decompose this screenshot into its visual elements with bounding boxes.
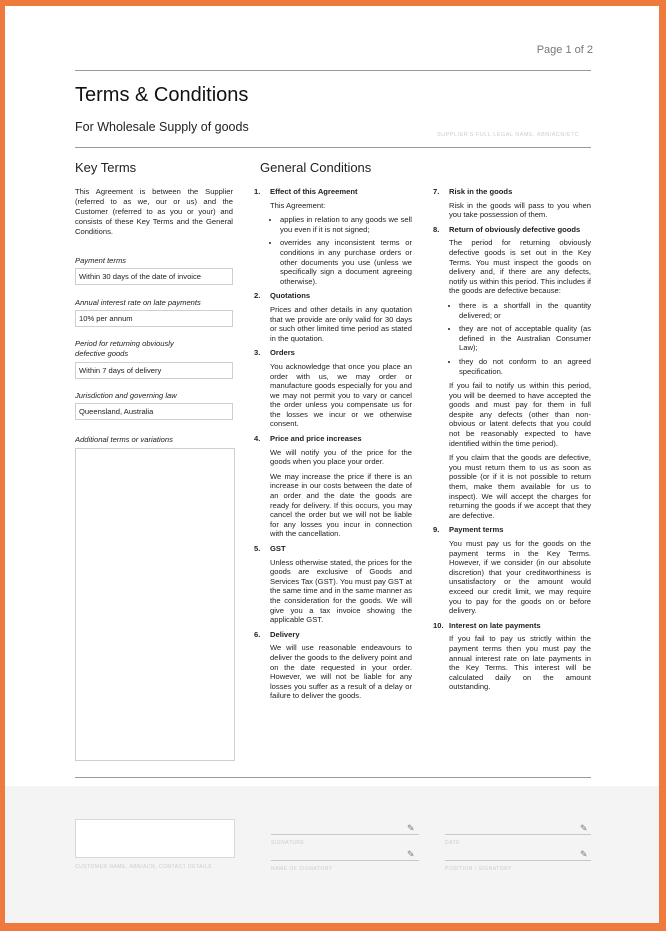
field-label-return-period: Period for returning obviously defective goods — [75, 339, 174, 358]
field-label-payment-terms: Payment terms — [75, 256, 127, 265]
interest-rate-field[interactable]: 10% per annum — [75, 310, 233, 327]
page-subtitle: For Wholesale Supply of goods — [75, 120, 249, 134]
key-terms-intro: This Agreement is between the Supplier (referred to as we, our or us) and the Customer (referred to as you or your) and consists of these Key Terms and the General Conditions. — [75, 187, 233, 236]
section-text: If you fail to pay us strictly within the payment terms then you must pay the annual interest rate on late payments in the Key Terms. This interest will be calculated daily on the amount outstanding. — [449, 634, 591, 692]
section-text: You must pay us for the goods on the payment terms in the Key Terms. However, if we consider (in our absolute discretion) that your creditworthiness is unsatisfactory or the amount would exceed our credit limit, we may require you to pay for the goods on or before delivery. — [449, 539, 591, 616]
position-label: POSITION / SIGNATORY — [445, 866, 512, 872]
section-6 — [254, 630, 412, 701]
section-2 — [254, 291, 412, 343]
name-label: NAME OF SIGNATORY — [271, 866, 333, 872]
pen-icon: ✎ — [580, 849, 588, 859]
document-page — [5, 6, 659, 923]
section-number: 4. — [254, 434, 261, 444]
section-8 — [433, 225, 591, 521]
signature-footer — [5, 786, 659, 923]
general-conditions-col-2 — [433, 187, 591, 697]
field-label-additional-terms: Additional terms or variations — [75, 435, 173, 444]
section-number: 1. — [254, 187, 261, 196]
pen-icon: ✎ — [407, 823, 415, 833]
section-number: 2. — [254, 291, 261, 301]
section-text: Unless otherwise stated, the prices for the goods are exclusive of Goods and Services Tax (GST). You must pay GST at the same time and in the same manner as the consideration for the goods. We will give you a tax invoice showing the applicable GST. — [270, 557, 412, 625]
section-text: This Agreement: — [270, 200, 326, 210]
section-number: 3. — [254, 348, 261, 358]
customer-details-label: CUSTOMER NAME, ABN/ACN, CONTACT DETAILS — [75, 864, 212, 870]
signature-line[interactable] — [271, 834, 419, 835]
header-rule — [75, 70, 591, 71]
section-title: Payment terms — [449, 525, 504, 535]
section-title: Price and price increases — [270, 434, 362, 444]
list-item: • there is a shortfall in the quantity delivered; or — [459, 301, 591, 320]
section-text: The period for returning obviously defective goods is set out in the Key Terms. You must inspect the goods on delivery and, if there are any defects, notify us within this period. This includes if the goods are defective because: — [449, 238, 591, 296]
section-title: Risk in the goods — [449, 187, 513, 196]
pen-icon: ✎ — [580, 823, 588, 833]
page-number: Page 1 of 2 — [536, 44, 593, 56]
section-4 — [254, 434, 412, 539]
section-number: 6. — [254, 629, 261, 639]
footer-rule — [75, 777, 591, 778]
section-1 — [254, 187, 412, 286]
general-conditions-col-1 — [254, 187, 412, 706]
field-label-interest-rate: Annual interest rate on late payments — [75, 298, 201, 307]
jurisdiction-field[interactable]: Queensland, Australia — [75, 403, 233, 420]
section-9 — [433, 525, 591, 615]
list-item: • applies in relation to any goods we sell you even if it is not signed; — [280, 215, 412, 234]
section-5 — [254, 544, 412, 625]
section-text: You acknowledge that once you place an order with us, we may order or manufacture goods especially for you and we may not permit you to vary or cancel the order unless you compensate us for the losses we incur or we otherwise consent. — [270, 361, 412, 429]
section-title: Delivery — [270, 629, 300, 639]
section-title: Quotations — [270, 291, 311, 301]
name-line[interactable] — [271, 860, 419, 861]
section-7 — [433, 187, 591, 220]
section-text: Risk in the goods will pass to you when you take possession of them. — [449, 200, 591, 220]
customer-details-field[interactable] — [75, 819, 235, 858]
return-period-field[interactable]: Within 7 days of delivery — [75, 362, 233, 379]
section-number: 10. — [433, 620, 444, 630]
section-title: GST — [270, 544, 286, 553]
section-title: Orders — [270, 348, 295, 358]
section-title: Return of obviously defective goods — [449, 224, 581, 234]
section-10 — [433, 621, 591, 692]
field-label-jurisdiction: Jurisdiction and governing law — [75, 391, 177, 400]
additional-terms-field[interactable] — [75, 448, 235, 761]
section-text: We will notify you of the price for the goods when you place your order. — [270, 447, 412, 467]
title-rule — [75, 147, 591, 148]
section-text: Prices and other details in any quotation that we provide are only valid for 30 days or such other limited time period as stated in the quotation. — [270, 304, 412, 343]
position-line[interactable] — [445, 860, 591, 861]
date-line[interactable] — [445, 834, 591, 835]
section-number: 8. — [433, 224, 440, 234]
section-3 — [254, 348, 412, 429]
key-terms-heading: Key Terms — [75, 160, 137, 175]
page-title: Terms & Conditions — [75, 84, 249, 106]
section-number: 7. — [433, 187, 440, 196]
payment-terms-field[interactable]: Within 30 days of the date of invoice — [75, 268, 233, 285]
pen-icon: ✎ — [407, 849, 415, 859]
general-conditions-heading: General Conditions — [260, 160, 372, 175]
supplier-name-placeholder: SUPPLIER'S FULL LEGAL NAME, ABN/ACN/ETC — [437, 132, 580, 138]
section-text: If you fail to notify us within this period, you will be deemed to have accepted the goods and must pay for them in full despite any defects (other than non-obvious or latent defects that you could not be reasonably expected to have identified within the time period). — [449, 381, 591, 448]
section-text: If you claim that the goods are defective, you must return them to us as soon as possible (or if it is not possible to return them, make them available for us to inspect). We will accept the charges for returning the goods if we accept that they are defective. — [449, 453, 591, 520]
date-label: DATE — [445, 840, 460, 846]
section-text: We will use reasonable endeavours to deliver the goods to the delivery point and on the date requested in your order. However, we will not be liable for any losses you suffer as a result of a delay or failure to deliver the goods. — [270, 643, 412, 701]
signature-label: SIGNATURE — [271, 840, 305, 846]
section-title: Interest on late payments — [449, 620, 541, 630]
section-number: 5. — [254, 544, 261, 553]
section-title: Effect of this Agreement — [270, 187, 358, 196]
list-item: • overrides any inconsistent terms or conditions in any purchase orders or other documents you use (unless we specifically sign a document agreeing otherwise). — [280, 238, 412, 286]
section-text: We may increase the price if there is an increase in our costs between the date of an order and the date the goods are ready for delivery. If this occurs, you may cancel the order but we will not be liable for any losses you incur in connection with the cancellation. — [270, 471, 412, 539]
list-item: • they do not conform to an agreed specification. — [459, 357, 591, 376]
section-number: 9. — [433, 525, 440, 535]
list-item: • they are not of acceptable quality (as defined in the Australian Consumer Law); — [459, 324, 591, 353]
